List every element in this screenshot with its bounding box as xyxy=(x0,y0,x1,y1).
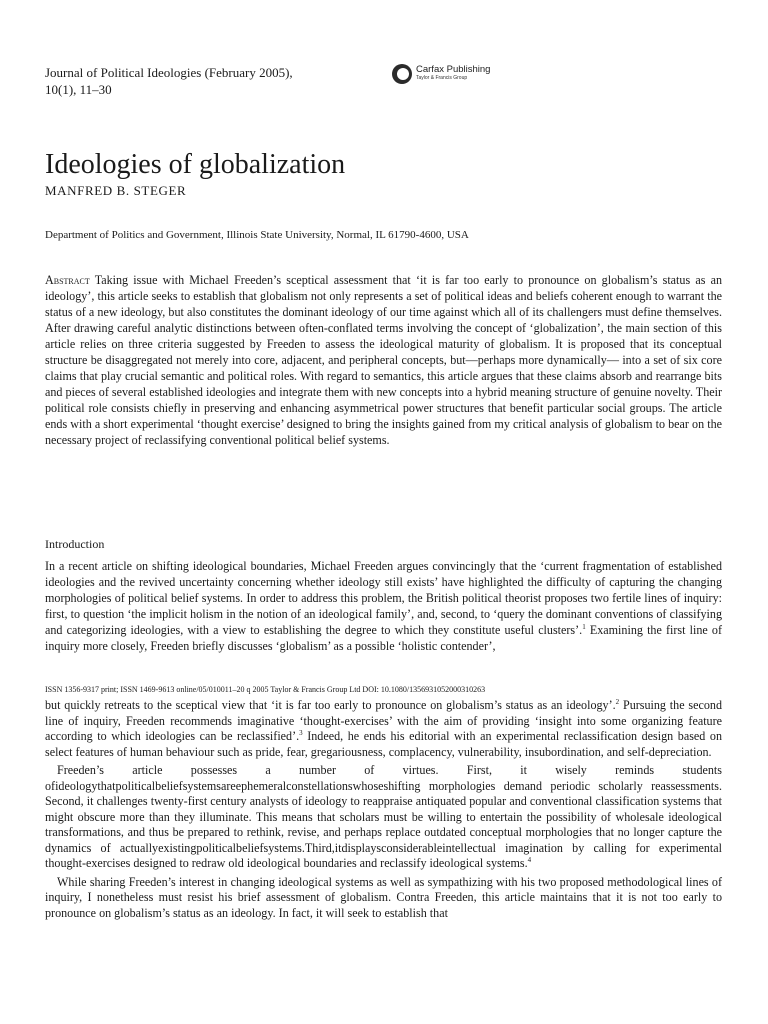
publisher-subtitle: Taylor & Francis Group xyxy=(416,75,468,81)
journal-citation xyxy=(45,64,345,98)
abstract xyxy=(45,272,722,448)
publisher-name: Carfax Publishing xyxy=(416,64,491,75)
body-p1-text-a: but quickly retreats to the sceptical view that ‘it is far too early to pronounce on globalism’s status as an ideology’. xyxy=(45,698,616,712)
introduction-paragraph xyxy=(45,558,722,654)
intro-text-a: In a recent article on shifting ideological boundaries, Michael Freeden argues convincingly that the ‘current fragmentation of established ideologies and the revived uncertainty concerning whether ideology still exists’ have highlighted the difficulty of capturing the changing morphologies of political belief systems. In order to address this problem, the British political theorist proposes two fertile lines of inquiry: first, to question ‘the implicit holism in the notion of an ideological family’, and, second, to ‘query the dominant conventions of classifying and categorizing ideologies, with a view to establishing the degree to which they constitute useful clusters’. xyxy=(45,559,722,637)
body-paragraph-1 xyxy=(45,698,722,760)
body-p2-text: Freeden’s article possesses a number of virtues. First, it wisely reminds students ofideologythatpoliticalbeliefsystemsareephemeralconstellationswhoseshifting morphologies demand periodic scholarly reassessments. Second, it challenges twenty-first century analysts of ideology to reappraise antiquated popular and conventional classification systems that might obscure more than they illuminate. This means that scholars must be willing to entertain the possibility of wholesale ideological transformations, and thus be prepared to rethink, revise, and perhaps replace outdated conceptual morphologies that no longer capture the dynamics of actuallyexistingpoliticalbeliefsystems.Third,itdisplaysconsiderableintellectual imagination by calling for experimental thought-exercises designed to redraw old ideological boundaries and reclassify ideological systems. xyxy=(45,763,722,870)
issn-line: ISSN 1356-9317 print; ISSN 1469-9613 online/05/010011–20 q 2005 Taylor & Francis Group Ltd DOI: 10.1080/1356931052000310263 xyxy=(45,685,486,694)
article-title: Ideologies of globalization xyxy=(45,149,346,180)
footnote-ref-2[interactable]: 2 xyxy=(615,697,620,706)
body-p1-text-c: Indeed, he ends his editorial with an experimental reclassification design based on select features of human behaviour such as pride, fear, gregariousness, complacency, vulnerability, insubordination, and self-depreciation. xyxy=(45,729,722,759)
footnote-ref-4[interactable]: 4 xyxy=(527,855,532,864)
article-author: MANFRED B. STEGER xyxy=(45,183,187,198)
author-affiliation: Department of Politics and Government, Illinois State University, Normal, IL 61790-4600, USA xyxy=(45,229,469,241)
journal-line-1: Journal of Political Ideologies (February 2005), xyxy=(45,65,293,80)
journal-line-2: 10(1), 11–30 xyxy=(45,82,112,97)
footnote-ref-3[interactable]: 3 xyxy=(299,728,303,737)
body-paragraph-3: While sharing Freeden’s interest in changing ideological systems as well as sympathizing with his two proposed methodological lines of inquiry, I nonetheless must resist his brief assessment of globalism. Contra Freeden, this article maintains that it is not too early to pronounce on globalism’s status as an ideology. In fact, it will seek to establish that xyxy=(45,874,722,920)
body-p1-text-b: Pursuing the second line of inquiry, Freeden recommends imaginative ‘thought-exercises’ with the aim of providing ‘insight into some organizing feature according to which ideologies can be reclassified’. xyxy=(45,698,722,743)
carfax-logo-icon xyxy=(392,64,412,84)
publisher-logo xyxy=(392,62,490,86)
body-paragraph-2 xyxy=(45,763,722,872)
section-heading-introduction: Introduction xyxy=(45,537,105,551)
body-text xyxy=(45,698,722,921)
intro-text-b: Examining the first line of inquiry more closely, Freeden briefly discusses ‘globalism’ as a possible ‘holistic contender’, xyxy=(45,623,722,653)
abstract-text: Taking issue with Michael Freeden’s sceptical assessment that ‘it is far too early to pronounce on globalism’s status as an ideology’, this article seeks to establish that globalism not only represents a set of political ideas and beliefs coherent enough to warrant the status of a new ideology, but also constitutes the dominant ideology of our time against which all of its challengers must define themselves. After drawing careful analytic distinctions between often-conflated terms involving the concept of ‘globalization’, the main section of this article relies on three criteria suggested by Freeden to assess the ideological maturity of globalism. It is proposed that its conceptual structure be disaggregated not merely into core, adjacent, and peripheral concepts, but—perhaps more dynamically— into a set of six core claims that play crucial semantic and political roles. With regard to semantics, this article argues that these claims absorb and rearrange bits and pieces of several established ideologies and integrate them with new concepts into a hybrid meaning structure of genuine novelty. Their political role consists chiefly in preserving and enhancing asymmetrical power structures that benefit particular social groups. The article ends with a short experimental ‘thought exercise’ designed to bring the insights gained from my critical analysis of globalism to bear on the necessary project of reclassifying conventional political belief systems. xyxy=(45,273,722,447)
abstract-label: Abstract xyxy=(45,273,90,287)
footnote-ref-1[interactable]: 1 xyxy=(582,622,586,631)
